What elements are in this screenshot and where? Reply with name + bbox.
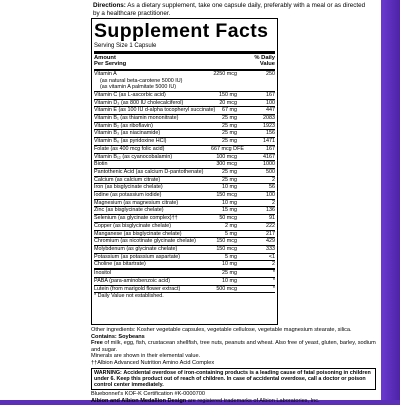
- nutrient-name: Vitamin E (as 100 IU d-alpha tocopheryl succinate): [94, 107, 216, 114]
- nutrient-row: [94, 123, 275, 131]
- trademark-text: are registered trademarks of Albion Laboratories, Inc.: [187, 398, 320, 405]
- nutrient-row: [94, 107, 275, 115]
- nutrient-amount: 25 mg: [222, 115, 237, 122]
- nutrient-amount: 25 mg: [222, 176, 237, 183]
- nutrient-name: Potassium (as potassium aspartate): [94, 253, 180, 260]
- nutrient-source: (as natural beta-carotene 5000 IU): [100, 77, 183, 84]
- facts-title: Supplement Facts: [94, 20, 269, 42]
- nutrient-amount: 150 mg: [219, 91, 237, 98]
- serving-size: Serving Size 1 Capsule: [94, 42, 275, 54]
- nutrient-name: Manganese (as bisglycinate chelate): [94, 230, 182, 237]
- nutrient-daily-value: 56: [269, 184, 275, 191]
- minerals-note: Minerals are shown in their elemental value.: [91, 353, 201, 360]
- nutrient-amount: 150 mcg: [216, 245, 237, 252]
- nutrient-row: [94, 130, 275, 138]
- nutrient-name: Zinc (as bisglycinate chelate): [94, 207, 164, 214]
- nutrient-row: [94, 246, 275, 254]
- nutrient-row: [94, 192, 275, 200]
- nutrient-amount: 25 mg: [222, 270, 237, 277]
- nutrient-row: [94, 161, 275, 169]
- nutrient-name: Vitamin B₃ (as niacinamide): [94, 130, 161, 137]
- nutrient-amount: 150 mcg: [216, 192, 237, 199]
- nutrient-name: Molybdenum (as glycinate chelate): [94, 245, 178, 252]
- nutrient-amount: 25 mg: [222, 130, 237, 137]
- warning-label: WARNING:: [94, 369, 122, 376]
- nutrient-daily-value: *: [272, 277, 275, 284]
- nutrient-amount: 100 mcg: [216, 153, 237, 160]
- nutrient-name: Vitamin B₂ (as riboflavin): [94, 122, 153, 129]
- nutrient-row: [94, 71, 275, 92]
- nutrient-name: Magnesium (as magnesium citrate): [94, 199, 179, 206]
- nutrient-row: [94, 231, 275, 239]
- nutrient-daily-value: 2: [272, 261, 275, 268]
- other-ingredients: Other ingredients: Kosher vegetable capsules, vegetable cellulose, vegetable magnesium stearate, silica.: [91, 327, 352, 333]
- nutrient-row: [94, 215, 275, 223]
- nutrient-amount: 2250 mcg: [213, 70, 237, 77]
- directions-text: As a dietary supplement, take one capsule daily, preferably with a meal or as directed by a healthcare practitioner.: [93, 2, 366, 17]
- facts-footnote: * Daily Value not established.: [94, 293, 164, 300]
- nutrient-amount: 2 mg: [225, 222, 237, 229]
- nutrient-daily-value: 156: [266, 130, 275, 137]
- albion-note: ††Albion Advanced Nutrition Amino Acid Complex: [91, 359, 215, 366]
- nutrient-amount: 300 mcg: [216, 161, 237, 168]
- nutrient-row: [94, 286, 275, 294]
- warning-text: Accidental overdose of iron-containing products is a leading cause of fatal poisoning in children under 6. Keep this product out of reach of children. In case of accidental overdose, call a doctor or poison control center immediately.: [94, 369, 371, 389]
- nutrient-amount: 10 mg: [222, 277, 237, 284]
- nutrient-amount: 20 mcg: [219, 99, 237, 106]
- nutrient-row: [94, 146, 275, 154]
- facts-header: [94, 54, 275, 71]
- nutrient-daily-value: 222: [266, 222, 275, 229]
- nutrient-row: [94, 270, 275, 278]
- label-lower-text: [91, 327, 376, 405]
- free-of-text: of milk, egg, fish, crustacean shellfish, tree nuts, peanuts and wheat. Also free of yeast, gluten, barley, sodium and sugar.: [91, 340, 376, 353]
- nutrient-daily-value: 91: [269, 215, 275, 222]
- nutrient-row: [94, 115, 275, 123]
- nutrient-daily-value: 100: [266, 192, 275, 199]
- nutrient-name: Vitamin A: [94, 70, 117, 77]
- nutrient-row: [94, 200, 275, 208]
- nutrient-daily-value: 167: [266, 145, 275, 152]
- purple-label-edge: [381, 0, 400, 400]
- nutrient-row: [94, 278, 275, 286]
- nutrient-name: Pantothenic Acid (as calcium D-pantothenate): [94, 168, 204, 175]
- nutrient-name: Vitamin B₆ (as pyridoxine HCl): [94, 138, 167, 145]
- nutrient-name: Iron (as bisglycinate chelate): [94, 184, 163, 191]
- nutrient-daily-value: 217: [266, 230, 275, 237]
- nutrient-daily-value: 167: [266, 91, 275, 98]
- header-daily: % Daily: [254, 55, 275, 61]
- nutrient-daily-value: 250: [266, 70, 275, 77]
- kosher-certification: Bluebonnet's KOF-K Certification #K-0000700: [91, 391, 205, 398]
- nutrient-daily-value: *: [272, 285, 275, 292]
- nutrient-row: [94, 138, 275, 146]
- nutrient-daily-value: 500: [266, 168, 275, 175]
- nutrient-daily-value: 100: [266, 99, 275, 106]
- header-value: Value: [259, 61, 275, 68]
- nutrient-amount: 25 mg: [222, 122, 237, 129]
- iron-warning: [91, 368, 376, 391]
- nutrient-amount: 50 mcg: [219, 215, 237, 222]
- nutrient-amount: 10 mg: [222, 199, 237, 206]
- nutrient-daily-value: 447: [266, 107, 275, 114]
- nutrient-amount: 10 mg: [222, 261, 237, 268]
- nutrient-daily-value: 4167: [263, 153, 275, 160]
- nutrient-row: [94, 184, 275, 192]
- nutrient-name: Vitamin C (as L-ascorbic acid): [94, 91, 166, 98]
- nutrient-daily-value: 1000: [263, 161, 275, 168]
- nutrient-row: [94, 92, 275, 100]
- nutrient-name: PABA (para-aminobenzoic acid): [94, 277, 171, 284]
- nutrient-daily-value: 2: [272, 176, 275, 183]
- nutrient-row: [94, 100, 275, 108]
- nutrient-amount: 10 mg: [222, 184, 237, 191]
- nutrient-daily-value: 1471: [263, 138, 275, 145]
- nutrient-row: [94, 177, 275, 185]
- trademark-bold: Albion and Albion Medallion Design: [91, 398, 187, 405]
- header-amount: Amount: [94, 55, 116, 61]
- nutrient-amount: 150 mcg: [216, 238, 237, 245]
- nutrient-name: Inositol: [94, 270, 112, 277]
- nutrient-row: [94, 238, 275, 246]
- directions-label: Directions:: [93, 2, 126, 9]
- nutrient-daily-value: 333: [266, 245, 275, 252]
- nutrient-name: Selenium (as glycinate complex)††: [94, 215, 178, 222]
- header-per-serving: Per Serving: [94, 61, 127, 68]
- nutrient-name: Vitamin B₁₂ (as cyanocobalamin): [94, 153, 173, 160]
- nutrient-daily-value: 2083: [263, 115, 275, 122]
- nutrient-row: [94, 254, 275, 262]
- nutrient-name: Folate (as 400 mcg folic acid): [94, 145, 165, 152]
- nutrient-amount: 15 mg: [222, 207, 237, 214]
- nutrient-amount: 25 mg: [222, 168, 237, 175]
- nutrient-daily-value: 1923: [263, 122, 275, 129]
- nutrient-daily-value: 429: [266, 238, 275, 245]
- nutrient-amount: 67 mg: [222, 107, 237, 114]
- nutrient-name: Iodine (as potassium iodide): [94, 192, 162, 199]
- nutrient-name: Vitamin D₃ (as 800 IU cholecalciferol): [94, 99, 184, 106]
- nutrient-amount: 5 mg: [225, 230, 237, 237]
- nutrient-name: Choline (as bitartrate): [94, 261, 146, 268]
- nutrient-rows: [94, 71, 275, 293]
- supplement-facts-panel: [91, 18, 278, 325]
- nutrient-daily-value: 2: [272, 199, 275, 206]
- nutrient-name: Biotin: [94, 161, 108, 168]
- nutrient-row: [94, 223, 275, 231]
- nutrient-name: Copper (as bisglycinate chelate): [94, 222, 172, 229]
- nutrient-row: [94, 169, 275, 177]
- nutrient-name: Chromium (as nicotinate glycinate chelate): [94, 238, 196, 245]
- nutrient-amount: 500 mcg: [216, 285, 237, 292]
- nutrient-name: Calcium (as calcium citrate): [94, 176, 161, 183]
- nutrient-daily-value: *: [272, 270, 275, 277]
- nutrient-row: [94, 261, 275, 270]
- nutrient-name: Vitamin B₁ (as thiamin mononitrate): [94, 115, 179, 122]
- nutrient-row: [94, 154, 275, 162]
- contains-allergens: Contains: Soybeans: [91, 333, 145, 340]
- nutrient-amount: 25 mg: [222, 138, 237, 145]
- directions: [93, 2, 373, 18]
- nutrient-daily-value: 136: [266, 207, 275, 214]
- nutrient-name: Lutein (from marigold flower extract): [94, 285, 181, 292]
- nutrient-source: (as vitamin A palmitate 5000 IU): [100, 84, 177, 91]
- nutrient-daily-value: <1: [268, 253, 275, 260]
- nutrient-amount: 5 mg: [225, 253, 237, 260]
- nutrient-amount: 667 mcg DFE: [211, 145, 244, 152]
- nutrient-row: [94, 207, 275, 215]
- free-label: Free: [91, 340, 103, 347]
